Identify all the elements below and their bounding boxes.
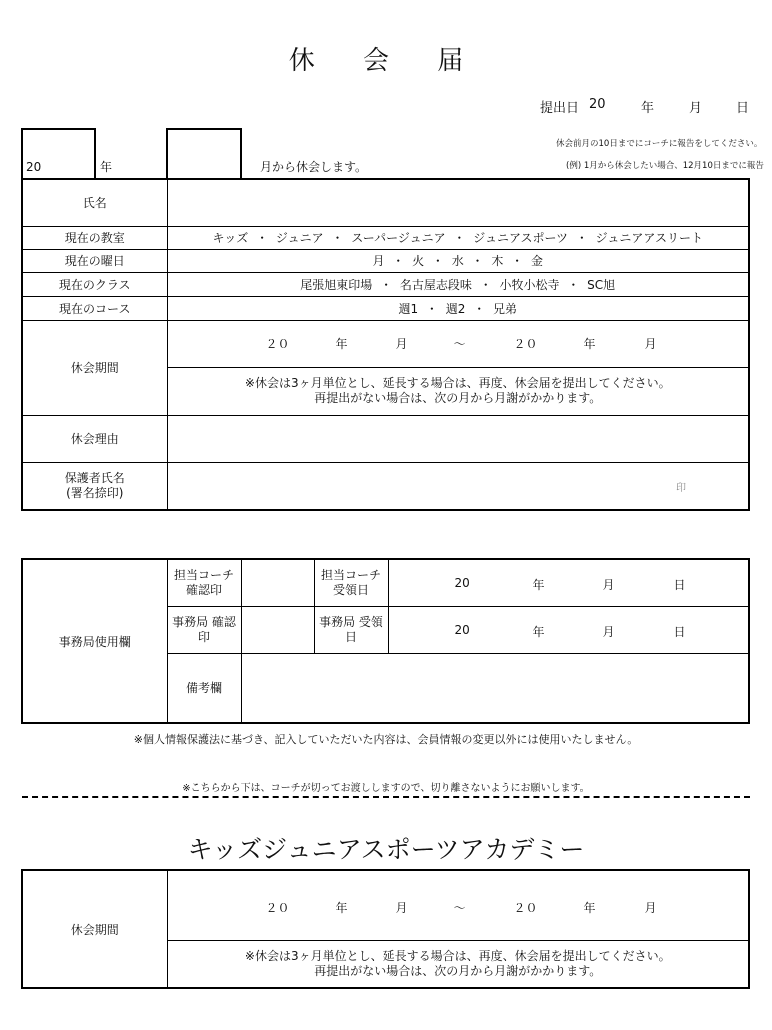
stub-year-prefix-2: ２０ (513, 901, 538, 915)
stub-note-line-2: 再提出がない場合は、次の月から月謝がかかります。 (314, 963, 602, 978)
period-month-label-2: 月 (644, 336, 657, 351)
office-receipt-date[interactable] (388, 606, 749, 653)
guardian-label-line-2: (署名捺印) (66, 485, 124, 500)
seal-mark: 印 (676, 482, 686, 494)
office-receipt-day-label: 日 (673, 624, 686, 639)
weekday-label: 現在の曜日 (22, 249, 167, 272)
course-label: 現在のコース (22, 296, 167, 320)
name-label: 氏名 (22, 179, 167, 226)
course-options[interactable]: 週1 ・ 週2 ・ 兄弟 (167, 296, 749, 320)
period-dates[interactable] (167, 320, 749, 367)
stub-note-line-1: ※休会は3ヶ月単位とし、延長する場合は、再度、休会届を提出してください。 (244, 948, 671, 963)
document-title: 休 会 届 (288, 46, 484, 76)
submit-month-label: 月 (689, 101, 703, 116)
classroom-options[interactable]: キッズ ・ ジュニア ・ スーパージュニア ・ ジュニアスポーツ ・ ジュニアアスリート (167, 226, 749, 249)
office-confirm-stamp-field[interactable] (241, 606, 314, 653)
classroom-label: 現在の教室 (22, 226, 167, 249)
weekday-options[interactable]: 月 ・ 火 ・ 水 ・ 木 ・ 金 (167, 249, 749, 272)
period-note-line-2: 再提出がない場合は、次の月から月謝がかかります。 (314, 391, 602, 405)
header-year-prefix: 20 (26, 160, 42, 174)
office-confirm-label: 事務局 確認印 (167, 606, 241, 653)
period-tilde: ～ (453, 336, 466, 351)
leave-form-table (21, 178, 750, 511)
coach-receipt-year-prefix: 20 (454, 576, 470, 590)
office-receipt-month-label: 月 (602, 624, 615, 639)
coach-receipt-label: 担当コーチ 受領日 (314, 559, 388, 606)
coach-receipt-year-label: 年 (532, 578, 545, 592)
guardian-signature-field[interactable] (167, 462, 749, 510)
coach-receipt-day-label: 日 (673, 578, 686, 592)
stub-year-label-2: 年 (583, 901, 596, 915)
coach-confirm-stamp-field[interactable] (241, 559, 314, 606)
stub-table (21, 869, 750, 989)
remarks-field[interactable] (241, 653, 749, 723)
guardian-label-line-1: 保護者氏名 (64, 470, 125, 485)
coach-receipt-date[interactable] (388, 559, 749, 606)
stub-month-label-1: 月 (395, 901, 408, 915)
cut-line (22, 796, 750, 798)
stub-note (167, 940, 749, 988)
submit-year-prefix: 20 (589, 97, 606, 112)
period-label: 休会期間 (22, 320, 167, 415)
cut-note: ※こちらから下は、コーチが切ってお渡ししますので、切り離さないようにお願いします。 (182, 783, 590, 794)
academy-name: キッズジュニアスポーツアカデミー (187, 835, 585, 864)
period-note-line-1: ※休会は3ヶ月単位とし、延長する場合は、再度、休会届を提出してください。 (244, 376, 671, 390)
submit-day-label: 日 (736, 101, 750, 116)
period-year-label-2: 年 (583, 336, 596, 351)
office-use-table (21, 558, 750, 724)
stub-period-label: 休会期間 (22, 870, 167, 988)
class-options[interactable]: 尾張旭東印場 ・ 名古屋志段味 ・ 小牧小松寺 ・ SC旭 (167, 272, 749, 296)
month-input-box[interactable] (166, 128, 242, 180)
stub-period-dates[interactable] (167, 870, 749, 940)
name-field[interactable] (167, 179, 749, 226)
guardian-label (22, 462, 167, 510)
stub-year-prefix-1: ２０ (265, 901, 290, 915)
office-receipt-year-label: 年 (532, 624, 545, 639)
header-month-text: 月から休会します。 (260, 160, 368, 174)
deadline-example-note: (例) 1月から休会したい場合、12月10日までに報告 (566, 161, 764, 171)
privacy-note: ※個人情報保護法に基づき、記入していただいた内容は、会員情報の変更以外には使用いたしません。 (133, 733, 639, 746)
period-note (167, 367, 749, 415)
class-label: 現在のクラス (22, 272, 167, 296)
coach-confirm-label: 担当コーチ 確認印 (167, 559, 241, 606)
submit-year-label: 年 (641, 101, 655, 116)
period-year-prefix-2: ２０ (513, 336, 538, 351)
office-receipt-year-prefix: 20 (454, 622, 470, 637)
office-use-label: 事務局使用欄 (22, 559, 167, 723)
period-month-label-1: 月 (395, 336, 408, 351)
stub-tilde: ～ (453, 901, 466, 915)
stub-month-label-2: 月 (644, 901, 657, 915)
office-receipt-label: 事務局 受領日 (314, 606, 388, 653)
period-year-prefix-1: ２０ (265, 336, 290, 351)
header-year-label: 年 (100, 160, 113, 174)
reason-field[interactable] (167, 415, 749, 462)
submit-date-label: 提出日 (540, 101, 580, 116)
period-year-label-1: 年 (335, 336, 348, 351)
stub-year-label-1: 年 (335, 901, 348, 915)
reason-label: 休会理由 (22, 415, 167, 462)
deadline-note: 休会前月の10日までにコーチに報告をしてください。 (556, 139, 763, 149)
remarks-label: 備考欄 (167, 653, 241, 723)
coach-receipt-month-label: 月 (602, 578, 615, 592)
